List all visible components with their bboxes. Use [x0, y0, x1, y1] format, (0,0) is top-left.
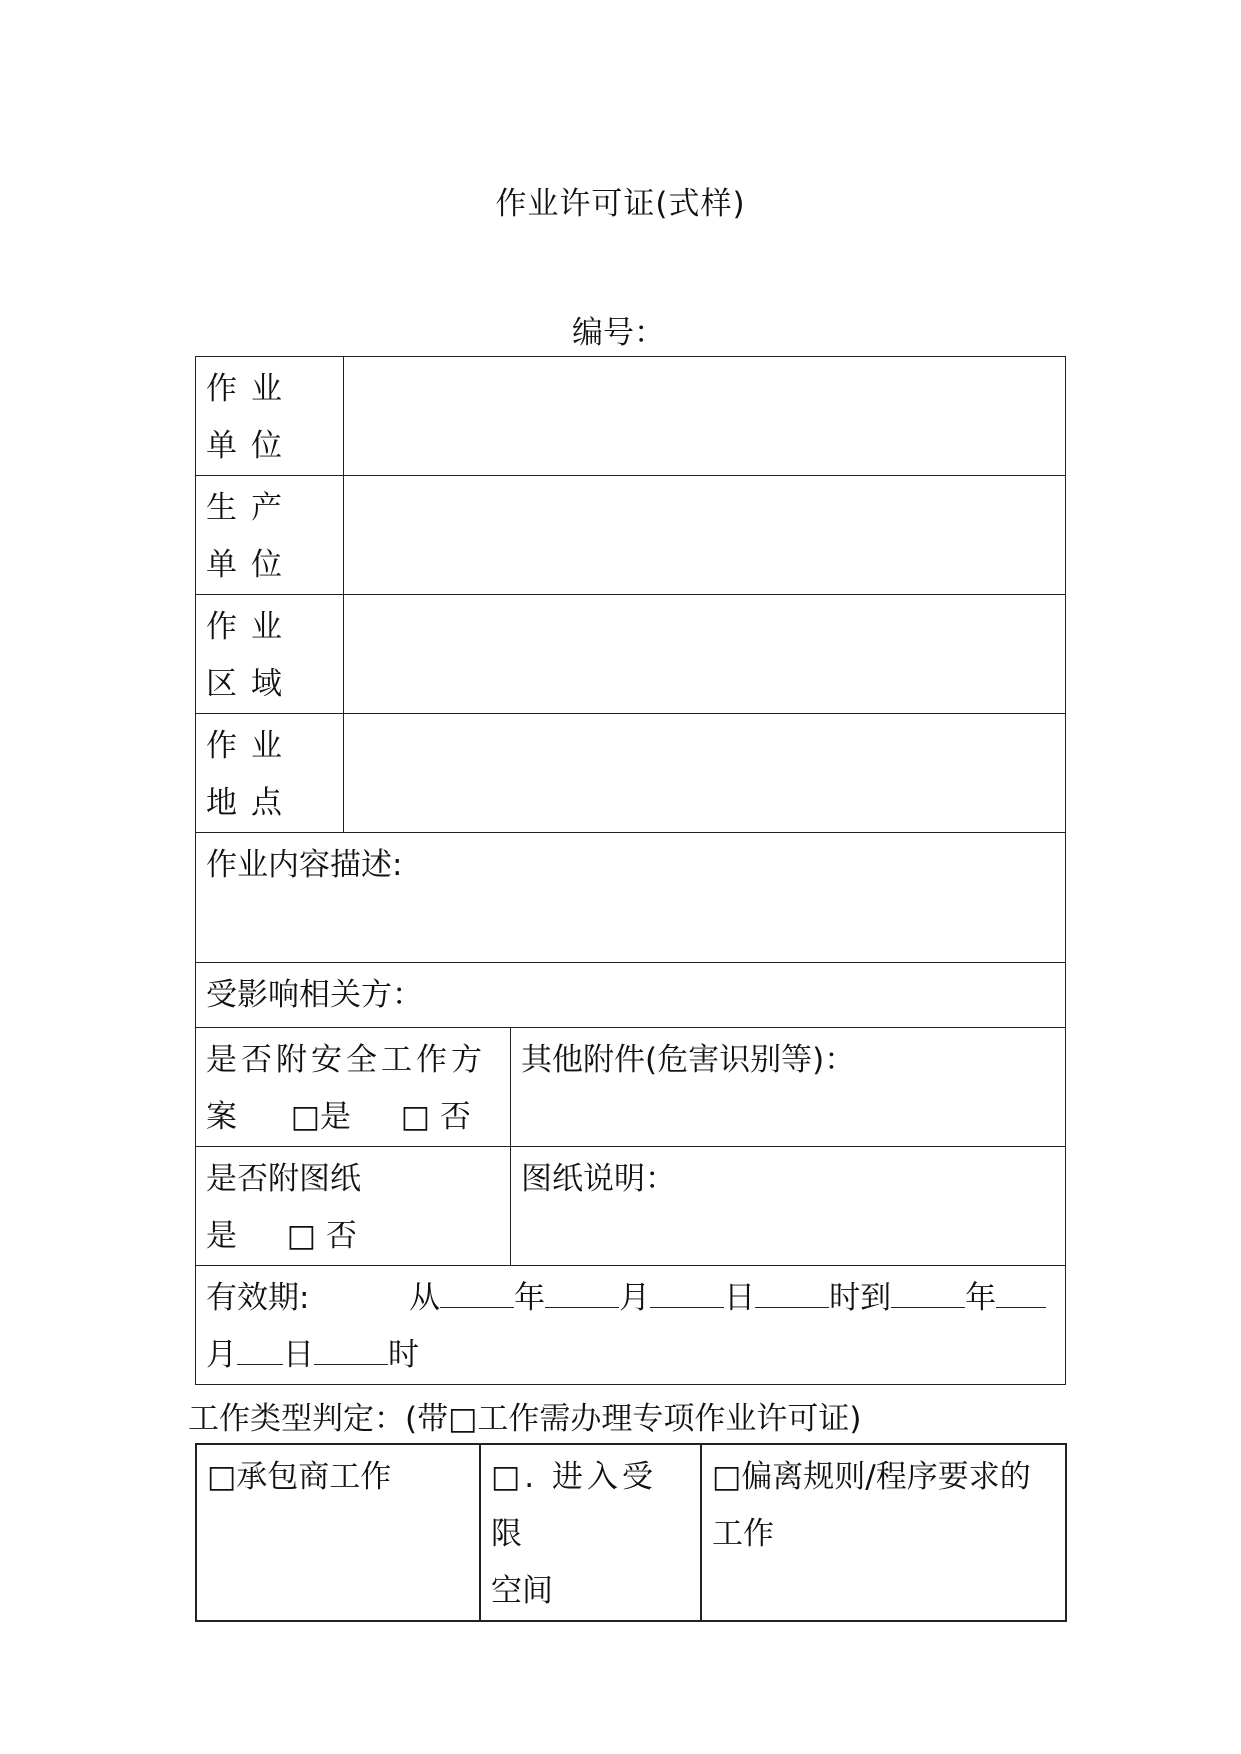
job-type-heading: 工作类型判定：(带□工作需办理专项作业许可证): [188, 1401, 862, 1437]
deviation-work-label-cont: 工作: [712, 1516, 774, 1552]
production-unit-label: 生产单位: [196, 476, 344, 595]
drawing-attached-label: 是否附图纸: [206, 1161, 361, 1197]
serial-number-label: 编号：: [572, 315, 665, 351]
affected-parties-label: 受影响相关方：: [206, 977, 423, 1013]
drawing-attached-cell: [196, 1147, 511, 1266]
from-hour-blank[interactable]: [755, 1271, 829, 1308]
year-label: 年: [965, 1280, 997, 1316]
to-year-blank[interactable]: [891, 1271, 965, 1308]
day-label: 日: [724, 1280, 756, 1316]
confined-space-label: □. 进入受限: [491, 1459, 657, 1552]
to-day-blank[interactable]: [237, 1328, 283, 1365]
contractor-work-option[interactable]: [196, 1444, 480, 1621]
work-description-field[interactable]: [196, 833, 1066, 963]
safety-plan-yes-checkbox[interactable]: □是: [290, 1099, 352, 1135]
safety-plan-label-cont: 案: [206, 1099, 237, 1135]
permit-form-table: [195, 356, 1066, 1385]
work-unit-field[interactable]: [344, 357, 1066, 476]
validity-from-label: 从: [409, 1280, 441, 1316]
job-type-table: [195, 1443, 1067, 1622]
month-label: 月: [206, 1337, 237, 1373]
work-area-field[interactable]: [344, 595, 1066, 714]
affected-parties-field[interactable]: [196, 963, 1066, 1028]
to-month-blank[interactable]: [996, 1271, 1046, 1308]
day-label: 日: [283, 1337, 314, 1373]
from-month-blank[interactable]: [545, 1271, 619, 1308]
from-day-blank[interactable]: [650, 1271, 724, 1308]
safety-plan-no-checkbox[interactable]: □ 否: [400, 1099, 471, 1135]
document-title: 作业许可证(式样): [495, 186, 746, 222]
safety-plan-cell: [196, 1028, 511, 1147]
drawing-notes-cell[interactable]: [511, 1147, 1066, 1266]
safety-plan-label: 是否附安全工作方: [206, 1042, 486, 1078]
work-location-field[interactable]: [344, 714, 1066, 833]
year-label: 年: [514, 1280, 546, 1316]
work-area-label: 作业区域: [196, 595, 344, 714]
deviation-work-option[interactable]: [701, 1444, 1066, 1621]
to-hour-blank[interactable]: [314, 1328, 388, 1365]
drawing-notes-label: 图纸说明：: [521, 1161, 676, 1197]
work-description-label: 作业内容描述:: [206, 847, 403, 883]
from-year-blank[interactable]: [440, 1271, 514, 1308]
work-unit-label: 作业单位: [196, 357, 344, 476]
month-label: 月: [619, 1280, 651, 1316]
contractor-work-label: □承包商工作: [207, 1459, 392, 1495]
hour-label: 时: [388, 1337, 419, 1373]
drawing-yes-label: 是: [206, 1218, 237, 1254]
work-location-label: 作业地点: [196, 714, 344, 833]
hour-to-label: 时到: [829, 1280, 892, 1316]
confined-space-label-cont: 空间: [491, 1573, 553, 1609]
deviation-work-label: □偏离规则/程序要求的: [712, 1459, 1031, 1495]
other-attachments-cell[interactable]: [511, 1028, 1066, 1147]
validity-period-cell: [196, 1266, 1066, 1385]
validity-label: 有效期:: [206, 1280, 310, 1316]
drawing-no-checkbox[interactable]: □ 否: [286, 1218, 357, 1254]
confined-space-option[interactable]: [480, 1444, 701, 1621]
production-unit-field[interactable]: [344, 476, 1066, 595]
other-attachments-label: 其他附件(危害识别等)：: [521, 1042, 856, 1078]
